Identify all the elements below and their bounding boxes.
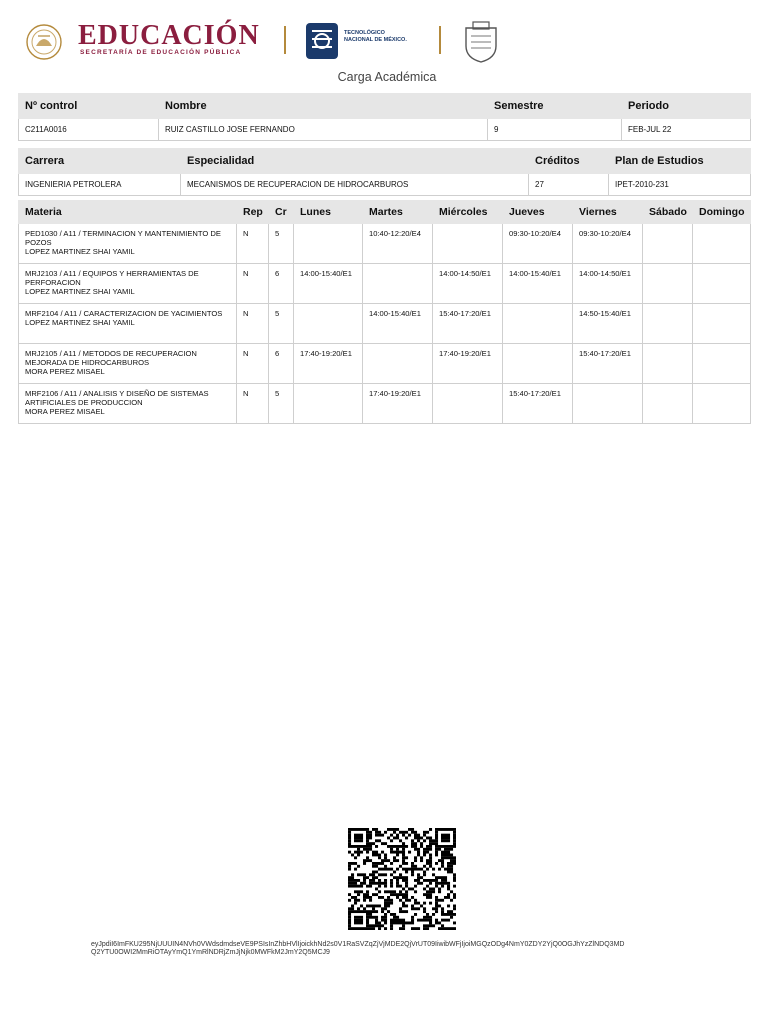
tuesday-cell: 10:40-12:20/E4	[363, 224, 433, 264]
saturday-cell	[643, 224, 693, 264]
state-seal-icon	[460, 20, 502, 64]
subject-cell: MRF2104 / A11 / CARACTERIZACION DE YACIMIENTOS LOPEZ MARTINEZ SHAI YAMIL	[19, 304, 237, 344]
saturday-cell	[643, 264, 693, 304]
thursday-cell: 14:00-15:40/E1	[503, 264, 573, 304]
wednesday-cell	[433, 384, 503, 424]
table-row	[19, 264, 751, 304]
monday-cell	[294, 304, 363, 344]
table-row	[19, 304, 751, 344]
tecnm-wordmark: TECNOLÓGICO NACIONAL DE MÉXICO.	[344, 30, 407, 43]
header-plan: Plan de Estudios	[609, 149, 751, 174]
letterhead	[22, 18, 582, 66]
friday-cell: 14:00-14:50/E1	[573, 264, 643, 304]
subject-cell: PED1030 / A11 / TERMINACION Y MANTENIMIENTO DE POZOS LOPEZ MARTINEZ SHAI YAMIL	[19, 224, 237, 264]
program-table	[18, 148, 751, 196]
career-value: INGENIERIA PETROLERA	[19, 174, 181, 196]
tecnm-logo-icon	[304, 21, 340, 61]
brand-title: EDUCACIÓN	[78, 20, 260, 51]
thursday-cell	[503, 304, 573, 344]
rep-cell: N	[237, 224, 269, 264]
subject-cell: MRF2106 / A11 / ANALISIS Y DISEÑO DE SISTEMAS ARTIFICIALES DE PRODUCCION MORA PEREZ MISAEL	[19, 384, 237, 424]
wednesday-cell	[433, 224, 503, 264]
rep-cell: N	[237, 344, 269, 384]
rep-cell: N	[237, 384, 269, 424]
header-cr: Cr	[269, 201, 294, 224]
student-name: RUIZ CASTILLO JOSE FERNANDO	[159, 119, 488, 141]
subject-cell: MRJ2103 / A11 / EQUIPOS Y HERRAMIENTAS DE PERFORACION LOPEZ MARTINEZ SHAI YAMIL	[19, 264, 237, 304]
semester-value: 9	[488, 119, 622, 141]
friday-cell	[573, 384, 643, 424]
table-row	[19, 224, 751, 264]
logo-divider	[284, 26, 286, 54]
cr-cell: 6	[269, 344, 294, 384]
plan-value: IPET-2010-231	[609, 174, 751, 196]
header-saturday: Sábado	[643, 201, 693, 224]
sunday-cell	[693, 384, 751, 424]
specialty-value: MECANISMOS DE RECUPERACION DE HIDROCARBUROS	[181, 174, 529, 196]
header-tuesday: Martes	[363, 201, 433, 224]
wednesday-cell: 17:40-19:20/E1	[433, 344, 503, 384]
monday-cell: 17:40-19:20/E1	[294, 344, 363, 384]
header-subject: Materia	[19, 201, 237, 224]
table-row	[19, 344, 751, 384]
sunday-cell	[693, 304, 751, 344]
logo-divider	[439, 26, 441, 54]
saturday-cell	[643, 344, 693, 384]
student-table	[18, 93, 751, 141]
table-row	[19, 384, 751, 424]
sunday-cell	[693, 224, 751, 264]
header-period: Periodo	[622, 94, 751, 119]
qr-code-icon	[348, 828, 456, 930]
cr-cell: 5	[269, 224, 294, 264]
header-wednesday: Miércoles	[433, 201, 503, 224]
monday-cell	[294, 384, 363, 424]
credits-value: 27	[529, 174, 609, 196]
cr-cell: 5	[269, 304, 294, 344]
header-rep: Rep	[237, 201, 269, 224]
cr-cell: 5	[269, 384, 294, 424]
schedule-table	[18, 200, 751, 424]
header-credits: Créditos	[529, 149, 609, 174]
header-sunday: Domingo	[693, 201, 751, 224]
tuesday-cell: 14:00-15:40/E1	[363, 304, 433, 344]
header-monday: Lunes	[294, 201, 363, 224]
header-career: Carrera	[19, 149, 181, 174]
sunday-cell	[693, 344, 751, 384]
friday-cell: 14:50-15:40/E1	[573, 304, 643, 344]
mexico-coat-of-arms-icon	[22, 22, 72, 62]
header-semester: Semestre	[488, 94, 622, 119]
verification-token: eyJpdiI6ImFKU295NjUUUIN4NVh0VWdsdmdseVE9PSIsInZhbHVlIjoickhNd2s0V1RaSVZqZjVjMDE2QjVrUT09IiwibWFjIjoiMGQzODg4NmY0ZDY2YjQ0OGJhYzZlNDQ3MD Q2YTU0OWI2MmRiOTAyYmQ1YmRlNDRjZmJjNjk0MWFkM2JmY2Q5MCJ9	[91, 941, 625, 957]
rep-cell: N	[237, 264, 269, 304]
thursday-cell: 09:30-10:20/E4	[503, 224, 573, 264]
tuesday-cell	[363, 344, 433, 384]
sunday-cell	[693, 264, 751, 304]
brand-subtitle: SECRETARÍA DE EDUCACIÓN PÚBLICA	[80, 49, 242, 56]
wednesday-cell: 14:00-14:50/E1	[433, 264, 503, 304]
header-name: Nombre	[159, 94, 488, 119]
header-friday: Viernes	[573, 201, 643, 224]
monday-cell	[294, 224, 363, 264]
saturday-cell	[643, 304, 693, 344]
period-value: FEB-JUL 22	[622, 119, 751, 141]
monday-cell: 14:00-15:40/E1	[294, 264, 363, 304]
document-title: Carga Académica	[337, 70, 437, 84]
rep-cell: N	[237, 304, 269, 344]
tuesday-cell	[363, 264, 433, 304]
thursday-cell	[503, 344, 573, 384]
cr-cell: 6	[269, 264, 294, 304]
friday-cell: 09:30-10:20/E4	[573, 224, 643, 264]
wednesday-cell: 15:40-17:20/E1	[433, 304, 503, 344]
control-number: C211A0016	[19, 119, 159, 141]
header-specialty: Especialidad	[181, 149, 529, 174]
subject-cell: MRJ2105 / A11 / METODOS DE RECUPERACION MEJORADA DE HIDROCARBUROS MORA PEREZ MISAEL	[19, 344, 237, 384]
saturday-cell	[643, 384, 693, 424]
friday-cell: 15:40-17:20/E1	[573, 344, 643, 384]
tuesday-cell: 17:40-19:20/E1	[363, 384, 433, 424]
thursday-cell: 15:40-17:20/E1	[503, 384, 573, 424]
header-control: Nº control	[19, 94, 159, 119]
header-thursday: Jueves	[503, 201, 573, 224]
